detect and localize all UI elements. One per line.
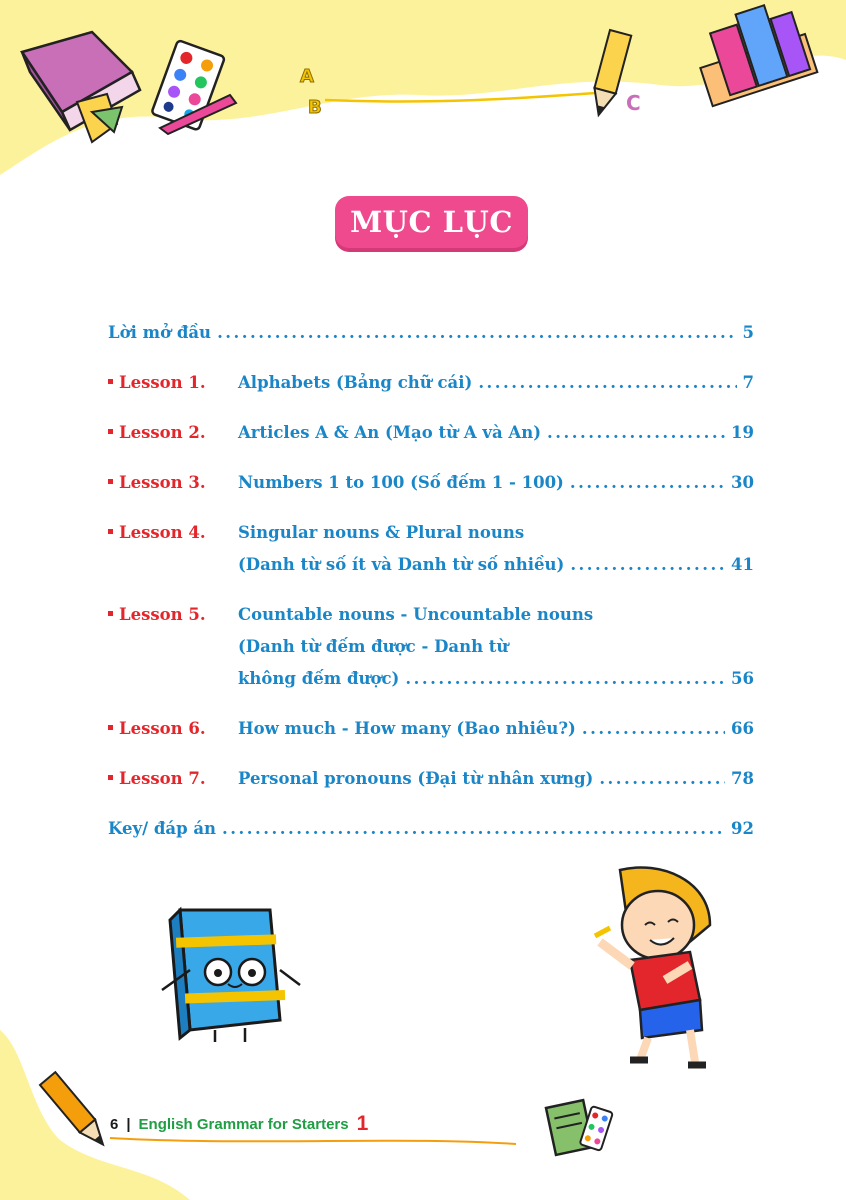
toc-entry[interactable] xyxy=(108,762,754,788)
toc-entry[interactable] xyxy=(108,316,754,342)
lesson-label xyxy=(108,373,238,392)
dot-leader xyxy=(570,473,725,492)
bullet-icon xyxy=(108,725,113,730)
boy-illustration xyxy=(595,867,710,1065)
bullet-icon xyxy=(108,479,113,484)
toc-entry[interactable] xyxy=(108,812,754,838)
toc-entry-title: How much - How many (Bao nhiêu?) xyxy=(238,719,576,738)
toc-entry[interactable] xyxy=(108,712,754,738)
dot-leader xyxy=(217,323,736,342)
lesson-label xyxy=(108,523,238,542)
dot-leader xyxy=(405,669,725,688)
dot-leader xyxy=(599,769,725,788)
footer-page-number: 6 xyxy=(110,1115,119,1133)
toc-page-number: 92 xyxy=(731,819,754,838)
toc-entry-title: Countable nouns - Uncountable nouns xyxy=(238,605,594,624)
toc-entry-title: Numbers 1 to 100 (Số đếm 1 - 100) xyxy=(238,473,564,492)
lesson-number: Lesson 4. xyxy=(119,523,206,542)
toc-entry[interactable] xyxy=(108,416,754,442)
lesson-number: Lesson 5. xyxy=(119,605,206,624)
toc-entry[interactable] xyxy=(108,598,754,624)
toc-page-number: 66 xyxy=(731,719,754,738)
toc-entry-title: (Danh từ đếm được - Danh từ xyxy=(238,637,509,656)
bullet-icon xyxy=(108,611,113,616)
toc-page-number: 7 xyxy=(742,373,754,392)
toc-page-number: 19 xyxy=(731,423,754,442)
lesson-label xyxy=(108,719,238,738)
toc-page-number: 41 xyxy=(731,555,754,574)
footer-book-title: English Grammar for Starters xyxy=(138,1115,349,1133)
lesson-number: Lesson 3. xyxy=(119,473,206,492)
footer-separator: | xyxy=(126,1115,131,1133)
toc-entry-title: (Danh từ số ít và Danh từ số nhiều) xyxy=(238,555,565,574)
toc-page-number: 78 xyxy=(731,769,754,788)
lesson-label xyxy=(108,605,238,624)
toc-entry[interactable] xyxy=(108,466,754,492)
lesson-number: Lesson 6. xyxy=(119,719,206,738)
toc-entry[interactable] xyxy=(108,662,754,688)
footer-underline xyxy=(110,1138,516,1144)
lesson-label xyxy=(108,769,238,788)
toc-entry-title: Articles A & An (Mạo từ A và An) xyxy=(238,423,542,442)
footer-edition: 1 xyxy=(356,1112,369,1135)
toc-entry-title: Personal pronouns (Đại từ nhân xưng) xyxy=(238,769,594,788)
dot-leader xyxy=(222,819,725,838)
dot-leader xyxy=(570,555,725,574)
footer xyxy=(110,1113,368,1135)
toc-entry[interactable] xyxy=(108,630,754,656)
svg-text:B: B xyxy=(308,97,322,118)
letter-c-illustration: C xyxy=(626,91,641,115)
bullet-icon xyxy=(108,529,113,534)
toc-entry-title: không đếm được) xyxy=(238,669,400,688)
lesson-number: Lesson 1. xyxy=(119,373,206,392)
toc-entry[interactable] xyxy=(108,516,754,542)
lesson-label xyxy=(108,473,238,492)
dot-leader xyxy=(547,423,725,442)
toc-page-number: 30 xyxy=(731,473,754,492)
toc-entry-title: Singular nouns & Plural nouns xyxy=(238,523,525,542)
svg-text:A: A xyxy=(300,66,314,87)
bullet-icon xyxy=(108,775,113,780)
bullet-icon xyxy=(108,379,113,384)
bullet-icon xyxy=(108,429,113,434)
toc-entry-title: Alphabets (Bảng chữ cái) xyxy=(238,373,473,392)
toc-page-number: 5 xyxy=(742,323,754,342)
dot-leader xyxy=(582,719,725,738)
toc-entry[interactable] xyxy=(108,548,754,574)
lesson-label xyxy=(108,423,238,442)
toc-page-number: 56 xyxy=(731,669,754,688)
dot-leader xyxy=(478,373,736,392)
page-title: MỤC LỤC xyxy=(335,196,528,248)
toc-entry[interactable] xyxy=(108,366,754,392)
book-character-illustration xyxy=(162,910,300,1042)
lesson-number: Lesson 7. xyxy=(119,769,206,788)
toc-entry-title: Lời mở đầu xyxy=(108,323,212,342)
lesson-number: Lesson 2. xyxy=(119,423,206,442)
toc-entry-title: Key/ đáp án xyxy=(108,819,217,838)
